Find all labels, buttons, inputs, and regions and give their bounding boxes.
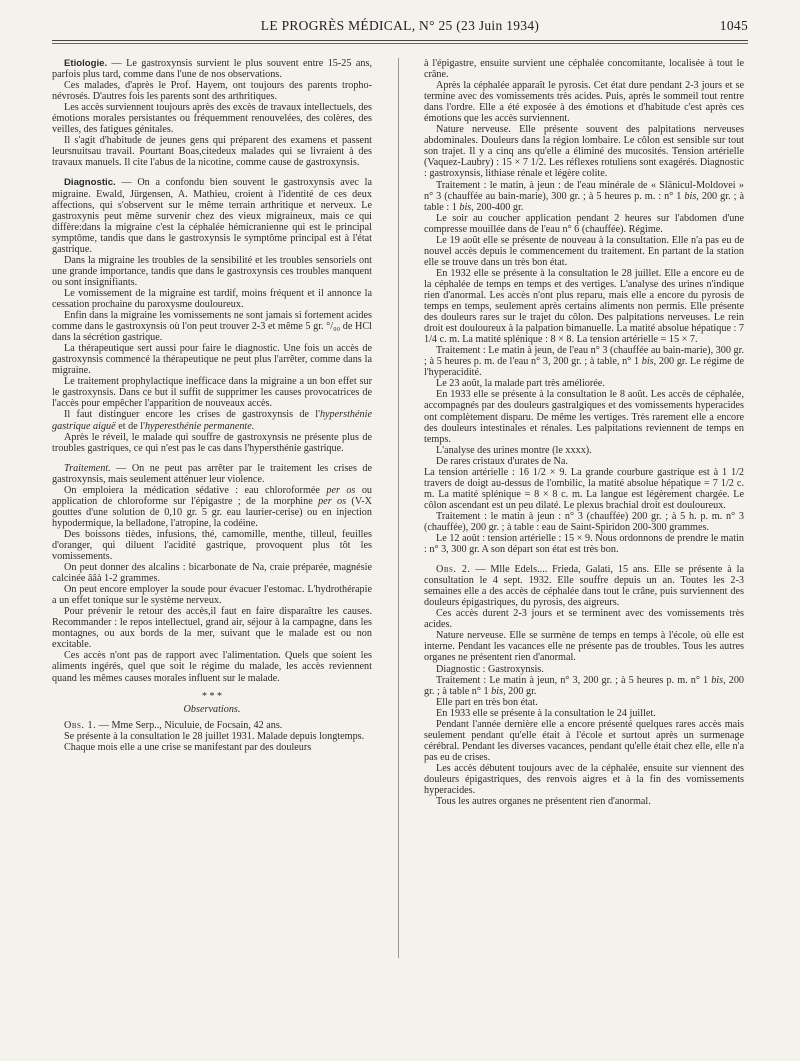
paragraph: à l'épigastre, ensuite survient une céphalée concomitante, localisée à tout le crâne.: [424, 58, 744, 81]
paragraph-text: Traitement : le matin, à jeun : de l'eau minérale de « Slänicul-Moldovei » n° 3 (chauffée au bain-marie), 300 gr. ; à 5 heures p. m. : n° 1: [424, 179, 744, 202]
paragraph: Dans la migraine les troubles de la sensibilité et les troubles sensoriels ont une grande importance, tandis que dans le gastroxynsis ces troubles manquent ou sont insignifiants.: [52, 254, 372, 288]
italic-term: bis: [459, 201, 472, 213]
paragraph: Se présente à la consultation le 28 juillet 1931. Malade depuis longtemps.: [64, 730, 365, 742]
paragraph: Le traitement prophylactique inefficace dans la migraine a un bon effet sur le gastroxynsis. Dans ce but il suffit de supprimer les causes provocatrices de l'accès pour empêcher l'apparition de nouveaux accès.: [52, 376, 372, 410]
paragraph: Traitement : le matin à jeun : n° 3 (chauffée) 200 gr. ; à 5 h. p. m. n° 3 (chauffée), 200 gr. ; à table : eau de Saint-Spiridon 200-300 grammes.: [424, 510, 744, 533]
paragraph: Ces accès durent 2-3 jours et se terminent avec des vomissements très acides.: [424, 608, 744, 631]
paragraph-text: — On a confondu bien souvent le gastroxynsis avec la migraine. Ewald, Jürgensen, A. Mathieu, croient à l'identité de ces deux affections, qui s'observent sur le même terrain arthritique et nerveux. Le gastroxynis peut même survenir chez des vieux migraineux, mais ce qui diffère:dans la migraine c'est la céphalée hémicranienne qui est le principal symptôme, tandis que dans le gastroxynsis le symptôme principal est à l'état gastrique.: [52, 177, 372, 255]
paragraph-text: Il faut distinguer encore les crises de gastroxynsis de l': [64, 409, 320, 421]
section-heading-etiologie: Etiologie.: [64, 58, 108, 69]
paragraph: Chaque mois elle a une crise se manifestant par des douleurs: [64, 741, 312, 753]
observation-2-paragraph: [424, 564, 744, 608]
paragraph: [52, 409, 372, 431]
paragraph-text: — Le gastroxynsis survient le plus souvent entre 15-25 ans, parfois plus tard, comme dans l'une de nos observations.: [52, 58, 372, 81]
paragraph: [52, 485, 372, 529]
paragraph: Après le réveil, le malade qui souffre de gastroxynsis ne présente plus de troubles gastriques, ce qui n'est pas le cas dans l'hypersthénie gastrique.: [52, 431, 372, 454]
italic-term: per os: [318, 495, 347, 507]
page-number: 1045: [719, 18, 748, 33]
paragraph: Tous les autres organes ne présentent rien d'anormal.: [436, 796, 651, 808]
paragraph-text: , 200-400 gr.: [471, 201, 524, 213]
italic-term: hypersthénie gastrique aiguë: [52, 409, 372, 432]
paragraph: Le soir au coucher application pendant 2 heures sur l'abdomen d'une compresse mouillée dans de l'eau n° 6 (chauffée). Régime.: [424, 212, 744, 235]
paragraph: Diagnostic : Gastroxynsis.: [436, 663, 544, 675]
running-header: [52, 18, 748, 40]
paragraph: Après la céphalée apparaît le pyrosis. Cet état dure pendant 2-3 jours et se termine avec des vomissements très acides. Puis, après le sommeil tout rentre dans l'ordre. Elle a été exposée à des émotions et d'habitude c'est après ces émotions que les accès surviennent.: [424, 80, 744, 125]
paragraph-text: , 200 gr. ; à table : 1: [424, 190, 744, 213]
section-separator-stars: * * *: [202, 690, 222, 702]
italic-term: bis: [641, 356, 654, 368]
paragraph: Les accès surviennent toujours après des excès de travaux intellectuels, des émotions morales persistantes ou fréquemment renouvelées, des colères, des veilles, des fatigues génitales.: [52, 102, 372, 136]
left-column: [52, 58, 372, 753]
paragraph: Le vomissement de la migraine est tardif, moins fréquent et il annonce la cessation prochaine du paroxysme douloureux.: [52, 287, 372, 310]
paragraph-text: ou application de chloroforme sur l'épigastre ; de la morphine: [52, 484, 373, 507]
journal-title: LE PROGRÈS MÉDICAL, N° 25 (23 Juin 1934): [260, 18, 540, 33]
paragraph: On peut encore employer la soude pour évacuer l'estomac. L'hydrothérapie a un effet tonique sur le système nerveux.: [52, 584, 372, 607]
paragraph: Nature nerveuse. Elle se surmène de temps en temps à l'école, où elle est interne. Pendant les vacances elle ne présente pas de troubles. Tous les autres organes ne présentent rien d'anormal.: [424, 630, 744, 664]
paragraph-text: — On ne peut pas arrêter par le traitement les crises de gastroxynsis, mais seulement atténuer leur violence.: [52, 462, 372, 485]
paragraph: En 1933 elle se présente à la consultation le 8 août. Les accès de céphalée, accompagnés par des douleurs gastralgiques et des vomissements hyperacides ont complètement disparu. De même les vertiges. Très rarement elle a encore des douleurs intestinales et rénales. Les palpitations reviennent de temps en temps.: [424, 389, 744, 445]
paragraph: Ces malades, d'après le Prof. Hayem, ont toujours des parents tropho-névrosés. D'autres fois les parents sont des arthritiques.: [52, 80, 372, 103]
paragraph: Le 19 août elle se présente de nouveau à la consultation. Elle n'a pas eu de nouvel accès depuis le commencement du traitement. En partant de la station elle se trouve dans un très bon état.: [424, 234, 744, 268]
paragraph: [424, 675, 744, 697]
observation-1-paragraph: [52, 720, 372, 731]
paragraph-text: Traitement : Le matin à jeun, n° 3, 200 gr. ; à 5 heures p. m. n° 1: [436, 674, 712, 686]
etiologie-paragraph: [52, 58, 372, 80]
paragraph-text: , 200 gr. ; à table n° 1: [424, 674, 745, 697]
paragraph: [424, 345, 744, 378]
paragraph: L'analyse des urines montre (le xxxx).: [436, 444, 592, 456]
section-heading-traitement: Traitement.: [64, 462, 111, 474]
italic-term: bis: [684, 190, 697, 202]
italic-term: bis: [711, 674, 724, 686]
italic-term: bis: [491, 685, 504, 697]
paragraph: En 1933 elle se présente à la consultation le 24 juillet.: [436, 707, 656, 719]
right-column: [424, 58, 744, 807]
header-rule-thin: [52, 43, 748, 44]
paragraph: Le 12 août : tension artérielle : 15 × 9. Nous ordonnons de prendre le matin : n° 3, 300 gr. A son départ son état est très bon.: [424, 533, 744, 556]
paragraph: Les accès débutent toujours avec de la céphalée, ensuite sur viennent des douleurs épigastriques, des renvois aigres et à la fin des vomissements hyperacides.: [424, 762, 744, 797]
paragraph-text: et de l': [115, 420, 145, 432]
paragraph: Pour prévenir le retour des accès,il faut en faire disparaître les causes. Recommander : le repos intellectuel, grand air, séjour à la campagne, dans les montagnes, ou aux bords de la mer, suivant que le malade est ou non excitable.: [52, 606, 372, 651]
italic-term: hyperesthénie permanente.: [144, 420, 255, 432]
diagnostic-paragraph: [52, 177, 372, 254]
italic-term: per os: [326, 484, 356, 496]
paragraph-text: On emploiera la médication sédative : eau chloroformée: [64, 484, 327, 496]
observation-label: Obs. 1.: [64, 719, 97, 731]
paragraph: Des boissons tièdes, infusions, thé, camomille, menthe, tilleul, feuilles d'oranger, qui diluent l'acidité gastrique, provoquent plus tôt les vomissements.: [52, 528, 372, 563]
paragraph-text: Traitement : Le matin à jeun, de l'eau n° 3 (chauffée au bain-marie), 300 gr. ; à 5 heures p. m. de l'eau n° 3, 200 gr. ; à table, n° 1: [424, 345, 744, 368]
observation-label: Obs. 2.: [436, 564, 471, 576]
paragraph: Elle part en très bon état.: [436, 696, 538, 708]
paragraph: Nature nerveuse. Elle présente souvent des palpitations nerveuses abdominales. Douleurs dans la région lombaire. Le côlon est sensible sur tout son trajet. Il y a cinq ans qu'elle a éliminé des mucosités. Tension artérielle (Vaquez-Laubry) : 15 × 7 1/2. Les réflexes rotuliens sont exagérés. Diagnostic : gastroxynsis, lithiase rénale et légère colite.: [424, 124, 744, 180]
header-rule: [52, 40, 748, 41]
paragraph: En 1932 elle se présente à la consultation le 28 juillet. Elle a encore eu de la céphalée de temps en temps et des vertiges. L'analyse des urines n'indique rien d'anormal. Les accès n'ont plus reparu, mais elle a encore du pyrosis de temps en temps, seulement après certains aliments non permis. Elle présente des douleurs rares sur le trajet du côlon. Des palpitations nerveuses. Le rein droit est douloureux à la palpation bimanuelle. La matité absolue hépatique : 7 1/4 c. m. La matité splénique : 8 × 8. La tension artérielle = 15 × 7.: [424, 267, 744, 346]
paragraph: La thérapeutique sert aussi pour faire le diagnostic. Une fois un accès de gastroxynsis commencé la thérapeutique ne peut plus l'arrêter, comme dans la migraine.: [52, 343, 372, 377]
traitement-paragraph: [52, 463, 372, 485]
paragraph: Pendant l'année dernière elle a encore présenté quelques rares accès mais seulement pendant qu'elle était à l'école et surtout après un surmenage cérébral. Pendant les diverses vacances, pendant qu'elle était chez elle, elle n'a pas eu de crises.: [424, 718, 744, 763]
paragraph: Ces accès n'ont pas de rapport avec l'alimentation. Quels que soient les aliments ingérés, quel que soit le régime du malade, les accès reviennent quand les mêmes causes morales influent sur le malade.: [52, 650, 372, 684]
column-divider: [398, 58, 399, 958]
paragraph: On peut donner des alcalins : bicarbonate de Na, craie préparée, magnésie calcinée ââà 1-2 grammes.: [52, 562, 372, 585]
section-heading-diagnostic: Diagnostic.: [64, 177, 116, 189]
paragraph: Il s'agit d'habitude de jeunes gens qui préparent des examens et passent leursnuitsau travail. Pourtant Boas,citedeux malades qui se livraient à des travaux manuels. Il cite l'abus de la nicotine, comme cause de gastroxynsis.: [52, 135, 372, 169]
paragraph-text: — Mlle Edels.... Frieda, Galati, 15 ans. Elle se présente à la consultation le 4 sept. 1932. Elle souffre depuis un an. Toutes les 2-3 semaines elle a des accès de céphalée dans tout le crâne, puis surviennent des douleurs épigastriques, du pyrosis, des aigreurs.: [424, 564, 745, 609]
paragraph: [424, 180, 744, 213]
paragraph-text: , 200 gr. Le régime de l'hyperacidité.: [424, 356, 744, 379]
paragraph-text: (V-X gouttes d'une solution de 0,10 gr. 5 gr. eau laurier-cerise) ou en injection hypodermique, la belladone, l'atropine, la codéine.: [52, 495, 372, 529]
paragraph: Enfin dans la migraine les vomissements ne sont jamais si fortement acides comme dans le gastroxynsis où l'on peut trouver 2-3 et même 5 gr. °/₀₀ de HCl dans la sécrétion gastrique.: [52, 310, 372, 344]
paragraph: Le 23 août, la malade part très améliorée.: [436, 378, 605, 390]
paragraph-text: , 200 gr.: [503, 685, 537, 697]
paragraph-text: — Mme Serp.., Niculuie, de Focsain, 42 ans.: [96, 719, 283, 731]
observations-heading: Observations.: [183, 703, 241, 715]
paragraph: La tension artérielle : 16 1/2 × 9. La grande courbure gastrique est à 1 1/2 travers de doigt au-dessus de l'ombilic, la matité absolue hépatique = 7 1/2 c. m. La matité splénique = 8 × 8 c. m. La langue est légèrement chargée. Le côlon ascendant est un peu dilaté. Le plexus brachial droit est douloureux.: [424, 466, 744, 511]
paragraph: De rares cristaux d'urates de Na.: [436, 455, 568, 467]
